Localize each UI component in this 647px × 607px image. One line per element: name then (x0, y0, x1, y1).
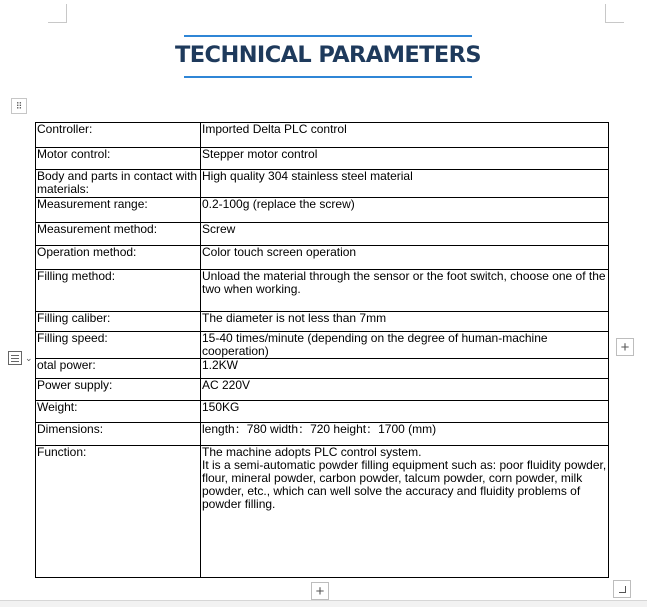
technical-parameters-banner (175, 35, 481, 78)
table-row (36, 401, 609, 423)
function-label[interactable]: Function: (36, 446, 201, 578)
table-row (36, 312, 609, 332)
row-label[interactable]: Filling method: (36, 270, 201, 312)
page-corner-top-right (605, 4, 624, 23)
row-label[interactable]: Filling speed: (36, 332, 201, 359)
add-row-button[interactable] (311, 582, 329, 600)
function-line: The machine adopts PLC control system. (202, 445, 422, 459)
table-row (36, 223, 609, 246)
banner-underline (184, 76, 472, 78)
row-value[interactable]: length：780 width：720 height：1700 (mm) (201, 423, 609, 446)
row-value[interactable]: 0.2-100g (replace the screw) (201, 198, 609, 223)
banner-title: TECHNICAL PARAMETERS (175, 42, 481, 68)
row-label[interactable]: Dimensions: (36, 423, 201, 446)
plus-icon: + (620, 338, 630, 356)
resize-icon[interactable] (613, 580, 631, 598)
table-row (36, 198, 609, 223)
row-value[interactable]: Color touch screen operation (201, 246, 609, 270)
row-value[interactable]: Imported Delta PLC control (201, 123, 609, 148)
row-value[interactable]: AC 220V (201, 379, 609, 401)
banner-top-line (184, 35, 472, 37)
add-column-button[interactable] (616, 338, 634, 356)
table-row (36, 270, 609, 312)
row-label[interactable]: Body and parts in contact with materials: (36, 170, 201, 198)
function-line: It is a semi-automatic powder filling equipment such as: poor fluidity powder, flour, mineral powder, carbon powder, talcum powder, corn powder, milk powder, etc., which can well solve the accuracy and fluidity problems of powder filling. (202, 458, 607, 511)
row-label[interactable]: Power supply: (36, 379, 201, 401)
row-value[interactable]: 15-40 times/minute (depending on the degree of human-machine cooperation) (201, 332, 609, 359)
move-handle-icon[interactable]: ⠿ (11, 98, 27, 114)
row-value[interactable]: Unload the material through the sensor or the foot switch, choose one of the two when working. (201, 270, 609, 312)
chevron-down-icon[interactable]: ⌄ (25, 352, 33, 363)
row-label[interactable]: Operation method: (36, 246, 201, 270)
table-row (36, 379, 609, 401)
table-row (36, 446, 609, 578)
row-label[interactable]: Weight: (36, 401, 201, 423)
row-label[interactable]: Measurement range: (36, 198, 201, 223)
row-value[interactable]: 1.2KW (201, 359, 609, 379)
function-value[interactable] (201, 446, 609, 578)
row-label[interactable]: Controller: (36, 123, 201, 148)
table-row (36, 246, 609, 270)
row-label[interactable]: Measurement method: (36, 223, 201, 246)
row-value[interactable]: The diameter is not less than 7mm (201, 312, 609, 332)
table-row (36, 123, 609, 148)
row-value[interactable]: Stepper motor control (201, 148, 609, 170)
parameters-table (35, 122, 609, 578)
row-menu[interactable] (8, 351, 33, 365)
row-value[interactable]: Screw (201, 223, 609, 246)
table-row (36, 170, 609, 198)
table-row (36, 148, 609, 170)
plus-icon: + (315, 582, 325, 600)
row-menu-icon[interactable] (8, 351, 22, 365)
row-value[interactable]: 150KG (201, 401, 609, 423)
row-value[interactable]: High quality 304 stainless steel material (201, 170, 609, 198)
row-label[interactable]: Filling caliber: (36, 312, 201, 332)
table-row (36, 332, 609, 359)
page-corner-top-left (48, 4, 67, 23)
table-row (36, 359, 609, 379)
table-row (36, 423, 609, 446)
row-label[interactable]: Motor control: (36, 148, 201, 170)
row-label[interactable]: otal power: (36, 359, 201, 379)
